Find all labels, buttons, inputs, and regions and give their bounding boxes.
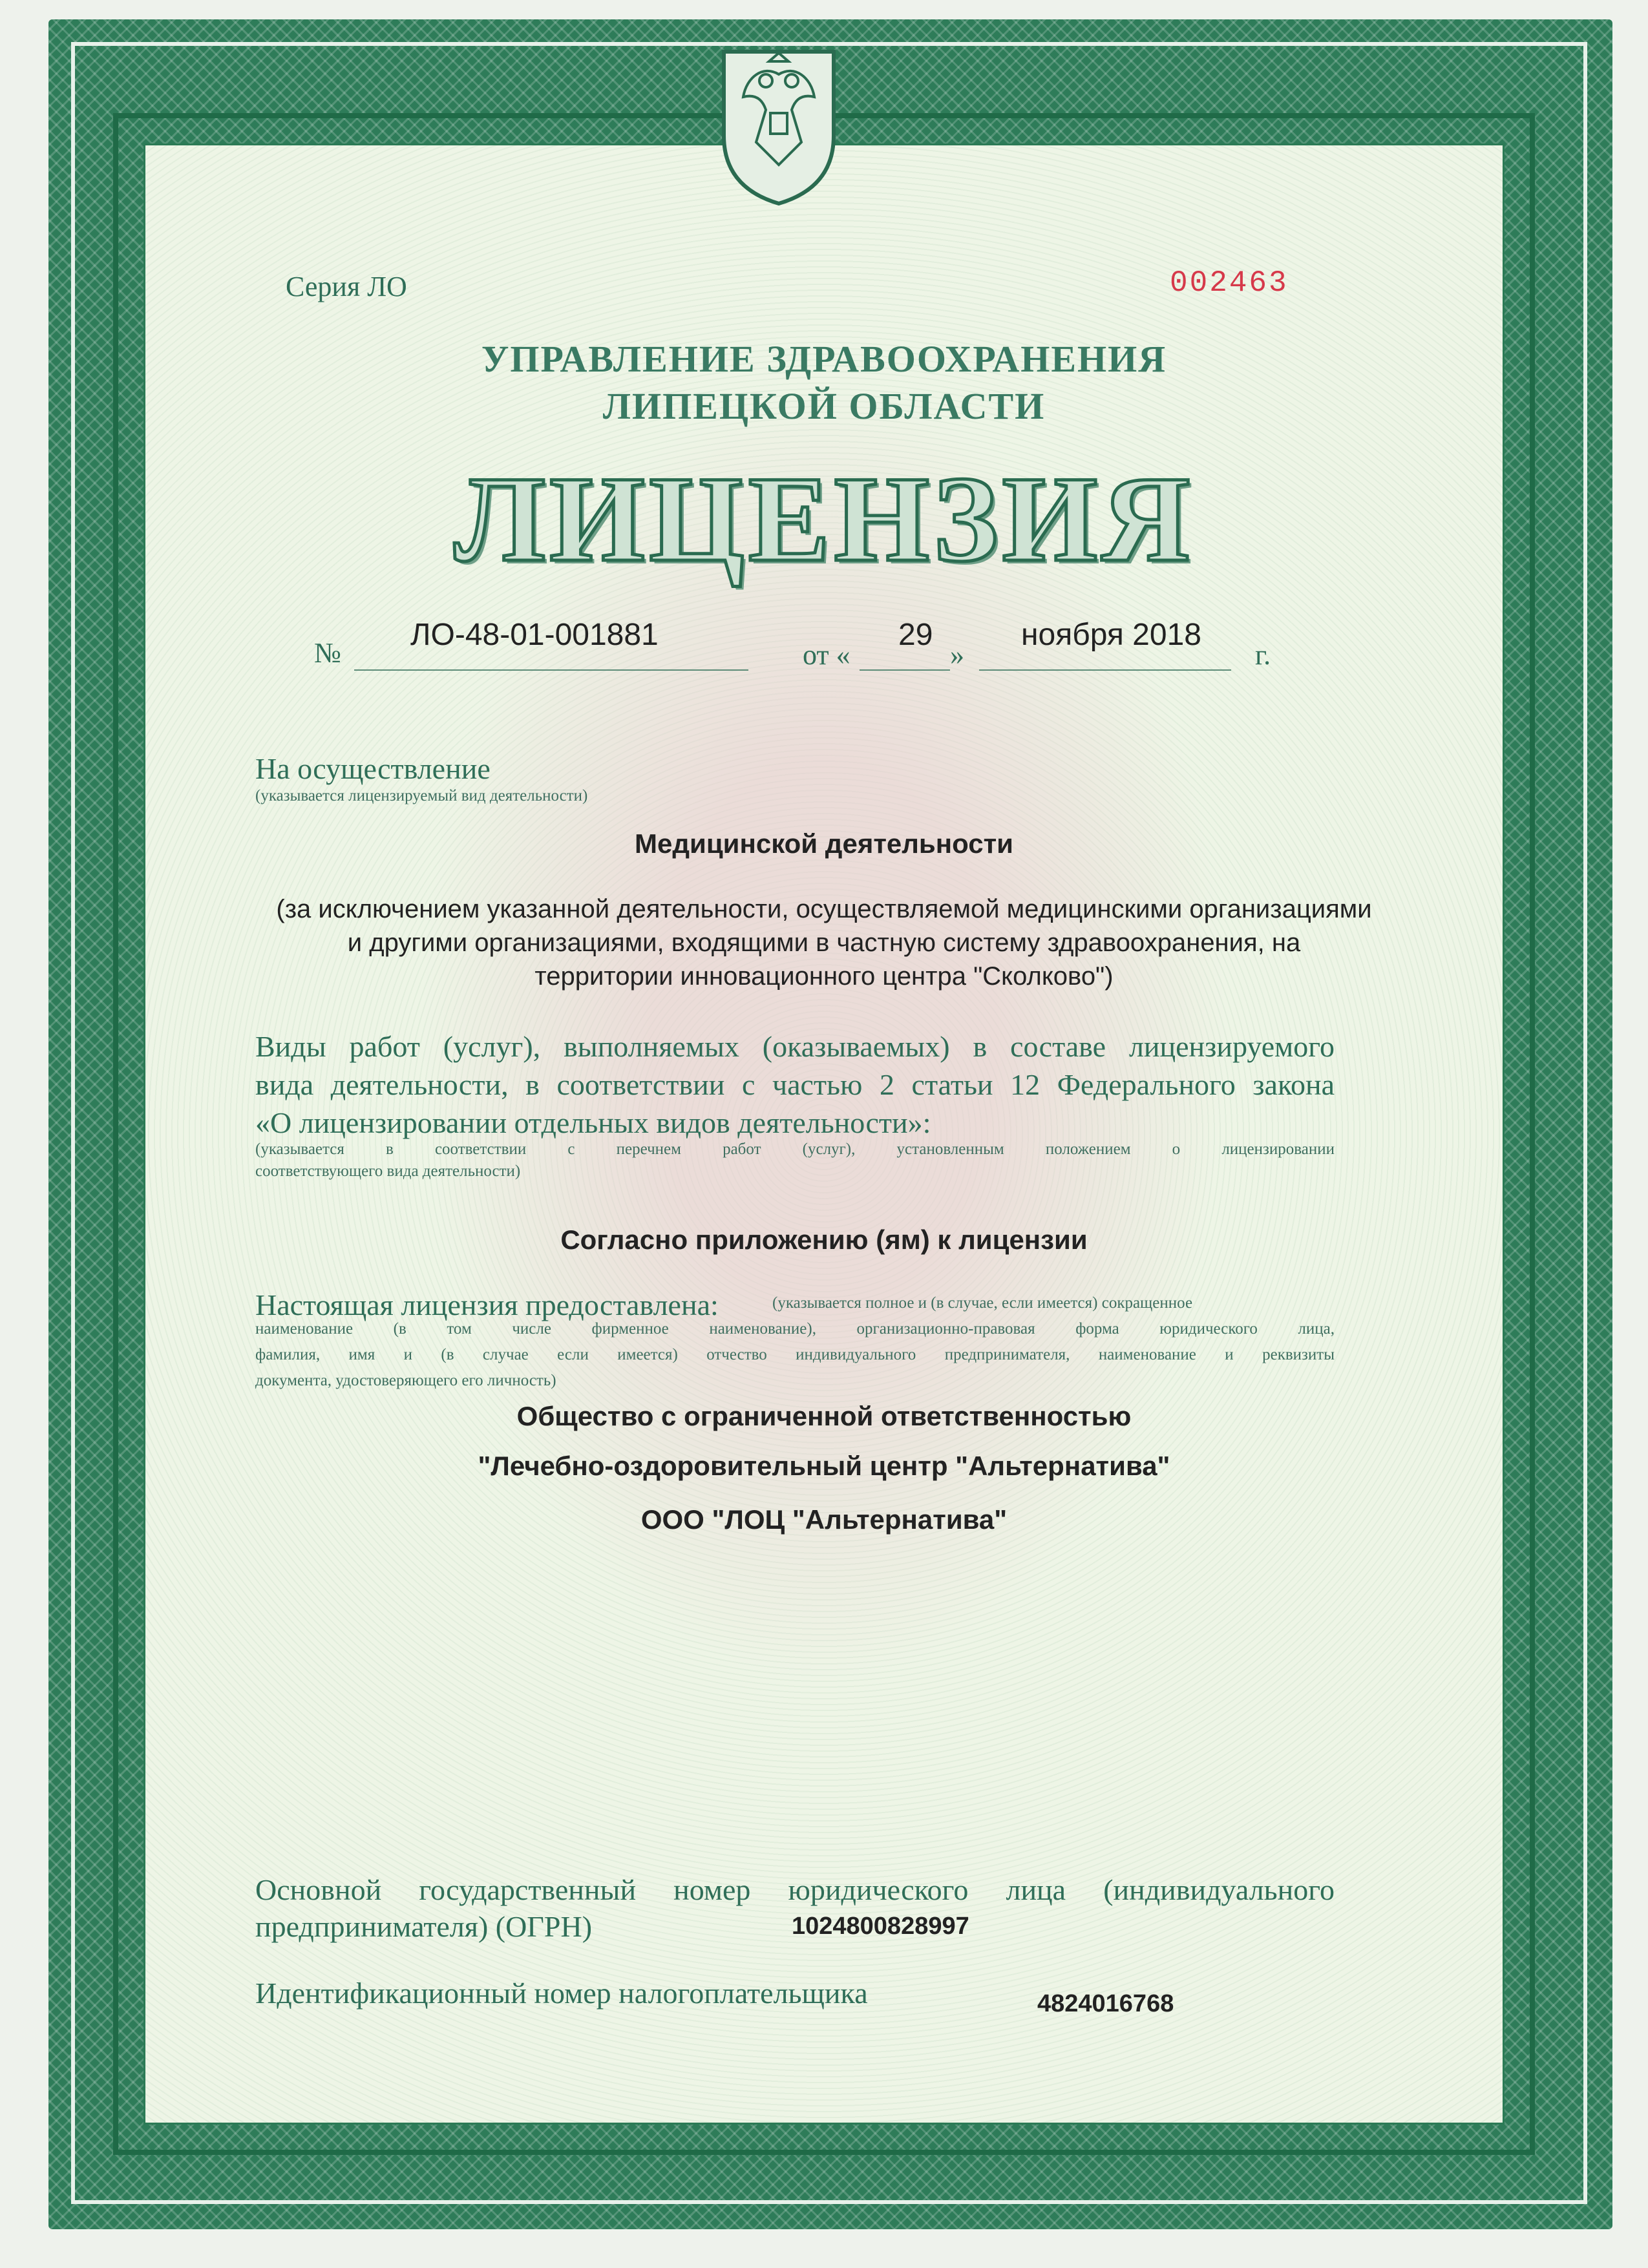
day-underline bbox=[860, 669, 950, 671]
license-month-year: ноября 2018 bbox=[1021, 618, 1201, 652]
works-value: Согласно приложению (ям) к лицензии bbox=[560, 1224, 1088, 1255]
number-underline bbox=[354, 669, 748, 671]
document-title: ЛИЦЕНЗИЯ bbox=[454, 452, 1194, 587]
issuer-line2: ЛИПЕЦКОЙ ОБЛАСТИ bbox=[602, 385, 1046, 427]
licensee-short-name: ООО "ЛОЦ "Альтернатива" bbox=[640, 1504, 1008, 1535]
licensee-label: Настоящая лицензия предоставлена: bbox=[255, 1288, 719, 1321]
serial-number: 002463 bbox=[1170, 266, 1289, 300]
works-line1: Виды работ (услуг), выполняемых (оказываемых) в составе лицензируемого bbox=[255, 1030, 1335, 1063]
inn-value: 4824016768 bbox=[1037, 1990, 1174, 2017]
activity-value: Медицинской деятельности bbox=[635, 828, 1013, 859]
date-close-quote: » bbox=[950, 639, 964, 671]
coat-of-arms-emblem bbox=[711, 39, 847, 207]
licensee-hint-line3: фамилия, имя и (в случае если имеется) отчество индивидуального предпринимателя, наименование и реквизиты bbox=[255, 1346, 1335, 1363]
activity-label: На осуществление bbox=[255, 752, 491, 785]
works-hint-line2: соответствующего вида деятельности) bbox=[255, 1162, 521, 1180]
series-label: Серия ЛО bbox=[286, 271, 407, 302]
licensee-name-line1: Общество с ограниченной ответственностью bbox=[516, 1401, 1132, 1431]
licensee-name-line2: "Лечебно-оздоровительный центр "Альтернатива" bbox=[478, 1451, 1170, 1481]
licensee-hint-line2: наименование (в том числе фирменное наименование), организационно-правовая форма юридического лица, bbox=[255, 1320, 1335, 1338]
year-suffix: г. bbox=[1255, 639, 1271, 671]
issuer-line1: УПРАВЛЕНИЕ ЗДРАВООХРАНЕНИЯ bbox=[481, 338, 1167, 380]
inn-label: Идентификационный номер налогоплательщика bbox=[255, 1977, 868, 2010]
license-number: ЛО-48-01-001881 bbox=[410, 618, 659, 652]
ogrn-label-line2: предпринимателя) (ОГРН) bbox=[255, 1910, 593, 1943]
ogrn-value: 1024800828997 bbox=[792, 1913, 969, 1940]
number-sign: № bbox=[314, 637, 341, 669]
licensee-hint-line1: (указывается полное и (в случае, если имеется) сокращенное bbox=[772, 1294, 1193, 1312]
activity-hint: (указывается лицензируемый вид деятельности) bbox=[255, 787, 588, 804]
works-line2: вида деятельности, в соответствии с частью 2 статьи 12 Федерального закона bbox=[255, 1068, 1335, 1101]
date-from-label: от « bbox=[803, 639, 850, 671]
month-underline bbox=[979, 669, 1231, 671]
works-hint-line1: (указывается в соответствии с перечнем работ (услуг), установленным положением о лицензировании bbox=[255, 1140, 1335, 1158]
license-day: 29 bbox=[898, 618, 933, 652]
activity-note-line1: (за исключением указанной деятельности, осуществляемой медицинскими организациями bbox=[276, 895, 1372, 923]
works-line3: «О лицензировании отдельных видов деятельности»: bbox=[255, 1106, 931, 1139]
activity-note-line2: и другими организациями, входящими в частную систему здравоохранения, на bbox=[347, 929, 1301, 957]
licensee-hint-line4: документа, удостоверяющего его личность) bbox=[255, 1372, 556, 1389]
ogrn-label-line1: Основной государственный номер юридического лица (индивидуального bbox=[255, 1873, 1335, 1906]
activity-note-line3: территории инновационного центра "Сколково") bbox=[534, 962, 1114, 991]
